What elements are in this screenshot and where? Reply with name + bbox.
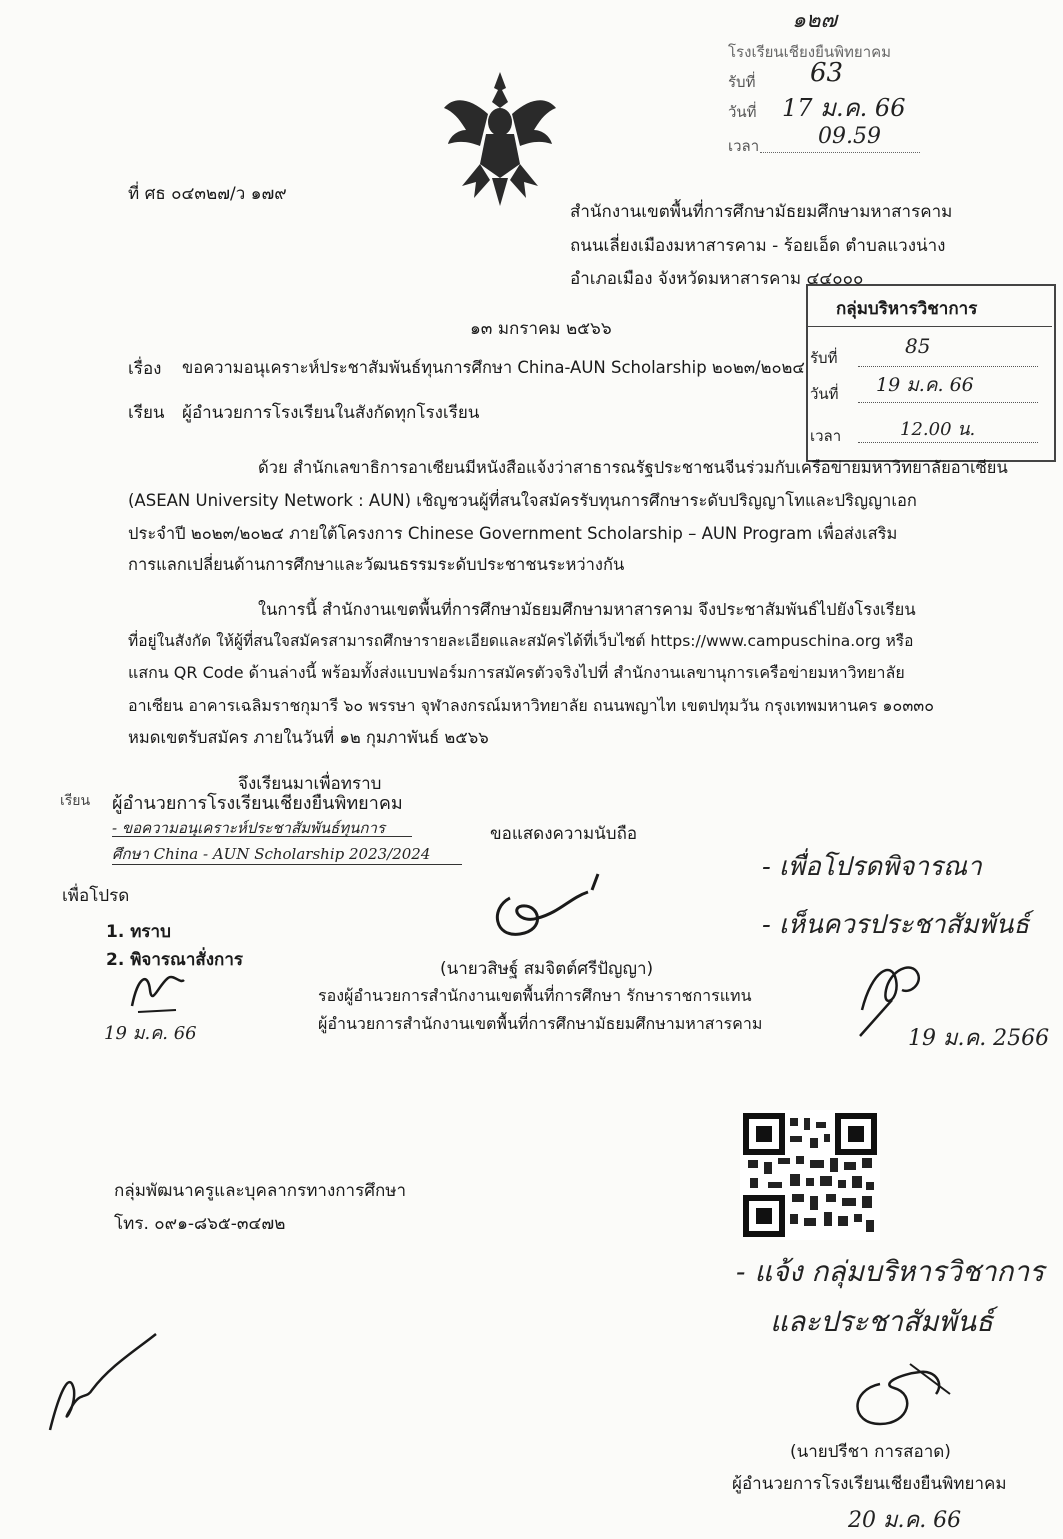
- director-name: (นายปรีชา การสอาด): [790, 1442, 951, 1462]
- handwritten-order-1: - แจ้ง กลุ่มบริหารวิชาการ: [736, 1255, 1045, 1288]
- para2-line-3: แสกน QR Code ด้านล่างนี้ พร้อมทั้งส่งแบบฟอร์มการสมัครตัวจริงไปที่ สำนักงานเลขานุการเครือข่ายมหาวิทยาลัย: [128, 663, 905, 682]
- garuda-emblem-icon: [440, 68, 560, 208]
- action-1: 1. ทราบ: [106, 922, 171, 942]
- receive-stamp-date: 17 ม.ค. 66: [782, 94, 906, 122]
- academic-stamp-date-label: วันที่: [810, 385, 839, 403]
- para2-line-2: ที่อยู่ในสังกัด ให้ผู้ที่สนใจสมัครสามารถศึกษารายละเอียดและสมัครได้ที่เว็บไซต์ https://www.campuschina.org หรือ: [128, 632, 914, 650]
- handwritten-note-1: - ขอความอนุเคราะห์ประชาสัมพันธ์ทุนการ: [112, 819, 385, 837]
- para1-line-3: ประจำปี ๒๐๒๓/๒๐๒๔ ภายใต้โครงการ Chinese Government Scholarship – AUN Program เพื่อส่งเสริม: [128, 524, 898, 543]
- receive-stamp-mark: ๑๒๗: [792, 8, 838, 33]
- receive-stamp-time: 09.59: [818, 124, 881, 149]
- academic-stamp-title-line: [806, 326, 1052, 327]
- para1-line-1: ด้วย สำนักเลขาธิการอาเซียนมีหนังสือแจ้งว่าสาธารณรัฐประชาชนจีนร่วมกับเครือข่ายมหาวิทยาลัยอาเซียน: [258, 458, 1008, 477]
- academic-stamp-date-line: [858, 402, 1038, 403]
- director-title: ผู้อำนวยการโรงเรียนเชียงยืนพิทยาคม: [732, 1474, 1007, 1494]
- handwritten-to-label: เรียน: [60, 793, 91, 809]
- handwritten-note-line-1: [112, 836, 412, 837]
- left-date: 19 ม.ค. 66: [104, 1023, 197, 1044]
- office-line-1: สำนักงานเขตพื้นที่การศึกษามัธยมศึกษามหาสารคาม: [570, 202, 953, 222]
- receive-stamp-no: 63: [810, 58, 844, 88]
- please-label: เพื่อโปรด: [62, 886, 130, 906]
- director-handwritten-signature-icon: [840, 1354, 960, 1434]
- handwritten-note-line-2: [112, 864, 462, 865]
- academic-stamp-date: 19 ม.ค. 66: [876, 374, 974, 396]
- closing-text: จึงเรียนมาเพื่อทราบ: [238, 774, 382, 794]
- left-signature-icon: [128, 966, 188, 1016]
- department: กลุ่มพัฒนาครูและบุคลากรทางการศึกษา: [114, 1181, 407, 1201]
- para2-line-4: อาเซียน อาคารเฉลิมราชกุมารี ๖๐ พรรษา จุฬาลงกรณ์มหาวิทยาลัย ถนนพญาไท เขตปทุมวัน กรุงเทพมหานคร ๑๐๓๓๐: [128, 696, 934, 715]
- academic-stamp-time-label: เวลา: [810, 427, 842, 445]
- receive-stamp-time-label: เวลา: [728, 137, 760, 155]
- handwritten-to: ผู้อำนวยการโรงเรียนเชียงยืนพิทยาคม: [112, 793, 403, 814]
- to-text: ผู้อำนวยการโรงเรียนในสังกัดทุกโรงเรียน: [182, 403, 480, 423]
- handwritten-right-1: - เพื่อโปรดพิจารณา: [762, 852, 982, 882]
- handwritten-order-2: และประชาสัมพันธ์: [770, 1305, 994, 1338]
- office-line-3: อำเภอเมือง จังหวัดมหาสารคาม ๔๔๐๐๐: [570, 269, 864, 289]
- doc-number: ที่ ศธ ๐๔๓๒๗/ว ๑๗๙: [128, 184, 287, 204]
- handwritten-right-2: - เห็นควรประชาสัมพันธ์: [762, 910, 1030, 940]
- subject-label: เรื่อง: [128, 359, 162, 379]
- academic-stamp-no-label: รับที่: [810, 349, 838, 367]
- left-bottom-signature-icon: [40, 1330, 160, 1440]
- telephone: โทร. ๐๙๑-๘๖๕-๓๔๗๒: [114, 1214, 286, 1234]
- academic-stamp-time-line: [858, 442, 1038, 443]
- signer-title-2: ผู้อำนวยการสำนักงานเขตพื้นที่การศึกษามัธยมศึกษามหาสารคาม: [318, 1014, 763, 1033]
- receive-stamp-dotline: [760, 152, 920, 153]
- director-date: 20 ม.ค. 66: [848, 1508, 962, 1533]
- academic-stamp-no: 85: [905, 334, 931, 358]
- academic-stamp-time: 12.00 น.: [900, 419, 976, 440]
- academic-stamp-title: กลุ่มบริหารวิชาการ: [836, 299, 978, 319]
- doc-date: ๑๓ มกราคม ๒๕๖๖: [470, 319, 612, 339]
- para1-line-2: (ASEAN University Network : AUN) เชิญชวนผู้ที่สนใจสมัครรับทุนการศึกษาระดับปริญญาโทและปริญญาเอก: [128, 491, 917, 510]
- para1-line-4: การแลกเปลี่ยนด้านการศึกษาและวัฒนธรรมระดับประชาชนระหว่างกัน: [128, 555, 625, 574]
- academic-stamp-no-line: [858, 366, 1038, 367]
- para2-line-1: ในการนี้ สำนักงานเขตพื้นที่การศึกษามัธยมศึกษามหาสารคาม จึงประชาสัมพันธ์ไปยังโรงเรียน: [258, 600, 916, 619]
- action-2: 2. พิจารณาสั่งการ: [106, 950, 244, 970]
- respect-text: ขอแสดงความนับถือ: [490, 824, 638, 844]
- qr-code-icon: [740, 1110, 880, 1240]
- signer-title-1: รองผู้อำนวยการสำนักงานเขตพื้นที่การศึกษา รักษาราชการแทน: [318, 986, 752, 1005]
- para2-line-5: หมดเขตรับสมัคร ภายในวันที่ ๑๒ กุมภาพันธ์ ๒๕๖๖: [128, 728, 489, 747]
- director-signature-icon: [480, 868, 620, 948]
- handwritten-right-date: 19 ม.ค. 2566: [908, 1026, 1050, 1051]
- receive-stamp-date-label: วันที่: [728, 103, 757, 121]
- to-label: เรียน: [128, 403, 165, 423]
- receive-stamp-school: โรงเรียนเชียงยืนพิทยาคม: [728, 43, 892, 61]
- office-line-2: ถนนเลี่ยงเมืองมหาสารคาม - ร้อยเอ็ด ตำบลแวงน่าง: [570, 236, 946, 256]
- receive-stamp-no-label: รับที่: [728, 73, 756, 91]
- signer-name: (นายวสิษฐ์ สมจิตต์ศรีปัญญา): [440, 959, 654, 979]
- subject-text: ขอความอนุเคราะห์ประชาสัมพันธ์ทุนการศึกษา China-AUN Scholarship ๒๐๒๓/๒๐๒๔: [182, 358, 805, 377]
- handwritten-note-2: ศึกษา China - AUN Scholarship 2023/2024: [112, 845, 431, 863]
